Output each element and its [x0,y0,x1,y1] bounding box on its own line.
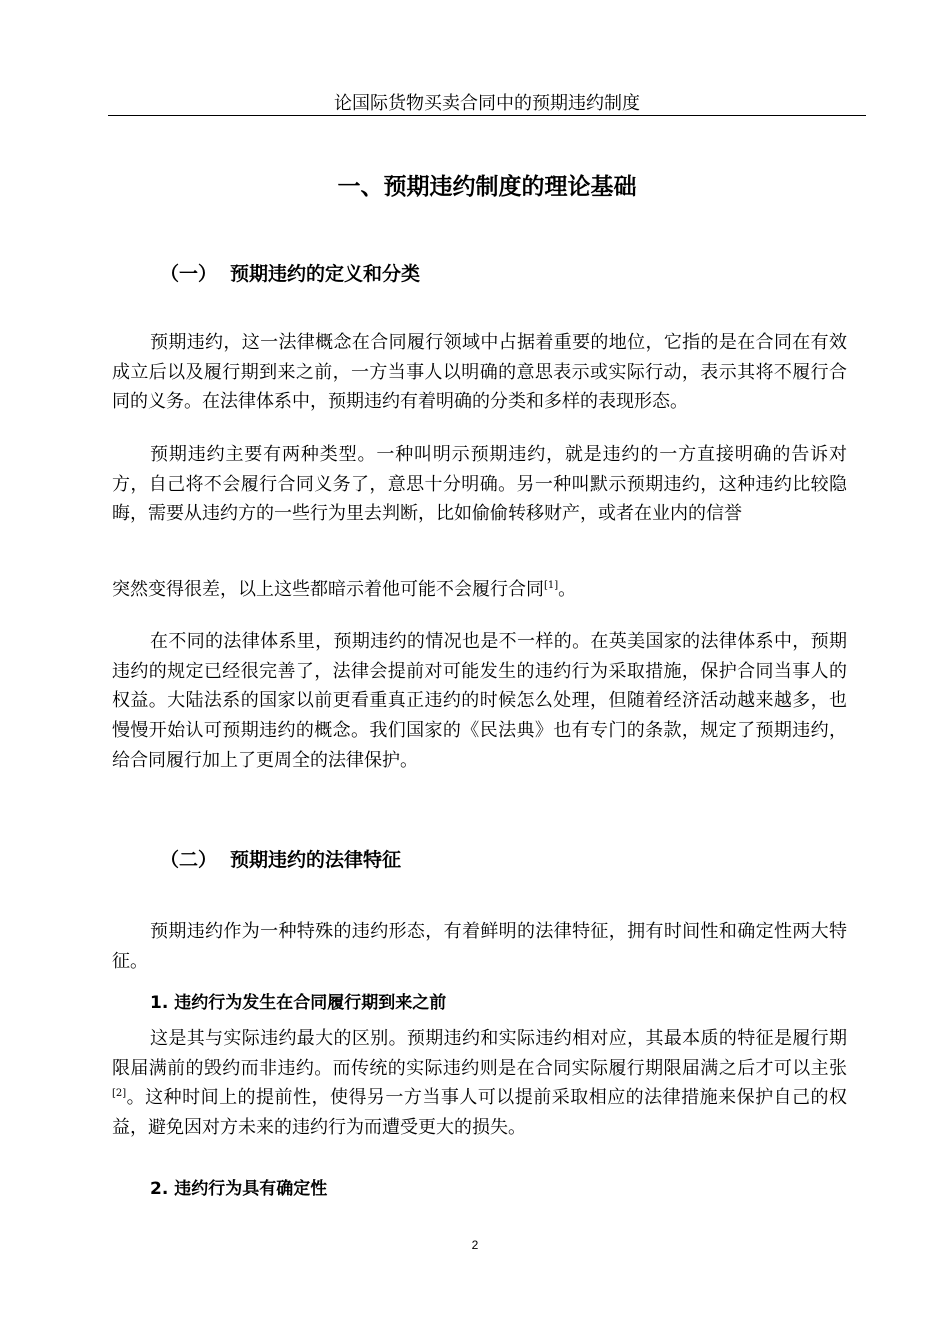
section-number: （二） [160,849,218,871]
paragraph-end: 。 [558,579,577,600]
subheading-2: 2. 违约行为具有确定性 [150,1179,328,1199]
subheading-1: 1. 违约行为发生在合同履行期到来之前 [150,993,447,1013]
section-number: （一） [160,263,218,285]
page-number: 2 [471,1238,479,1252]
citation-1: [1] [544,580,559,591]
section-heading-2 [160,846,401,874]
section-title: 预期违约的定义和分类 [230,263,421,285]
running-header: 论国际货物买卖合同中的预期违约制度 [334,93,640,114]
paragraph-timing [112,1024,847,1143]
chapter-title: 一、预期违约制度的理论基础 [337,174,637,200]
paragraph-text: 。这种时间上的提前性，使得另一方当事人可以提前采取相应的法律措施来保护自己的权益，避免因对方未来的违约行为而遭受更大的损失。 [112,1087,847,1139]
paragraph-types: 预期违约主要有两种类型。一种叫明示预期违约，就是违约的一方直接明确的告诉对方，自己将不会履行合同义务了，意思十分明确。另一种叫默示预期违约，这种违约比较隐晦，需要从违约方的一些行为里去判断，比如偷偷转移财产，或者在业内的信誉 [112,444,847,525]
header-rule [108,115,866,116]
paragraph-text: 突然变得很差，以上这些都暗示着他可能不会履行合同 [112,579,544,600]
paragraph-characteristics: 预期违约作为一种特殊的违约形态，有着鲜明的法律特征，拥有时间性和确定性两大特征。 [112,921,847,972]
section-title: 预期违约的法律特征 [230,849,402,871]
paragraph-legal-systems: 在不同的法律体系里，预期违约的情况也是不一样的。在英美国家的法律体系中，预期违约的规定已经很完善了，法律会提前对可能发生的违约行为采取措施，保护合同当事人的权益。大陆法系的国家以前更看重真正违约的时候怎么处理，但随着经济活动越来越多，也慢慢开始认可预期违约的概念。我们国家的《民法典》也有专门的条款，规定了预期违约，给合同履行加上了更周全的法律保护。 [112,631,847,771]
paragraph-text: 这是其与实际违约最大的区别。预期违约和实际违约相对应，其最本质的特征是履行期限届满前的毁约而非违约。而传统的实际违约则是在合同实际履行期限届满之后才可以主张 [112,1028,847,1079]
paragraph-definition: 预期违约，这一法律概念在合同履行领域中占据着重要的地位，它指的是在合同在有效成立后以及履行期到来之前，一方当事人以明确的意思表示或实际行动，表示其将不履行合同的义务。在法律体系中，预期违约有着明确的分类和多样的表现形态。 [112,332,847,413]
section-heading-1 [160,260,420,288]
citation-2: [2] [112,1088,127,1100]
paragraph-types-continued [112,575,847,605]
